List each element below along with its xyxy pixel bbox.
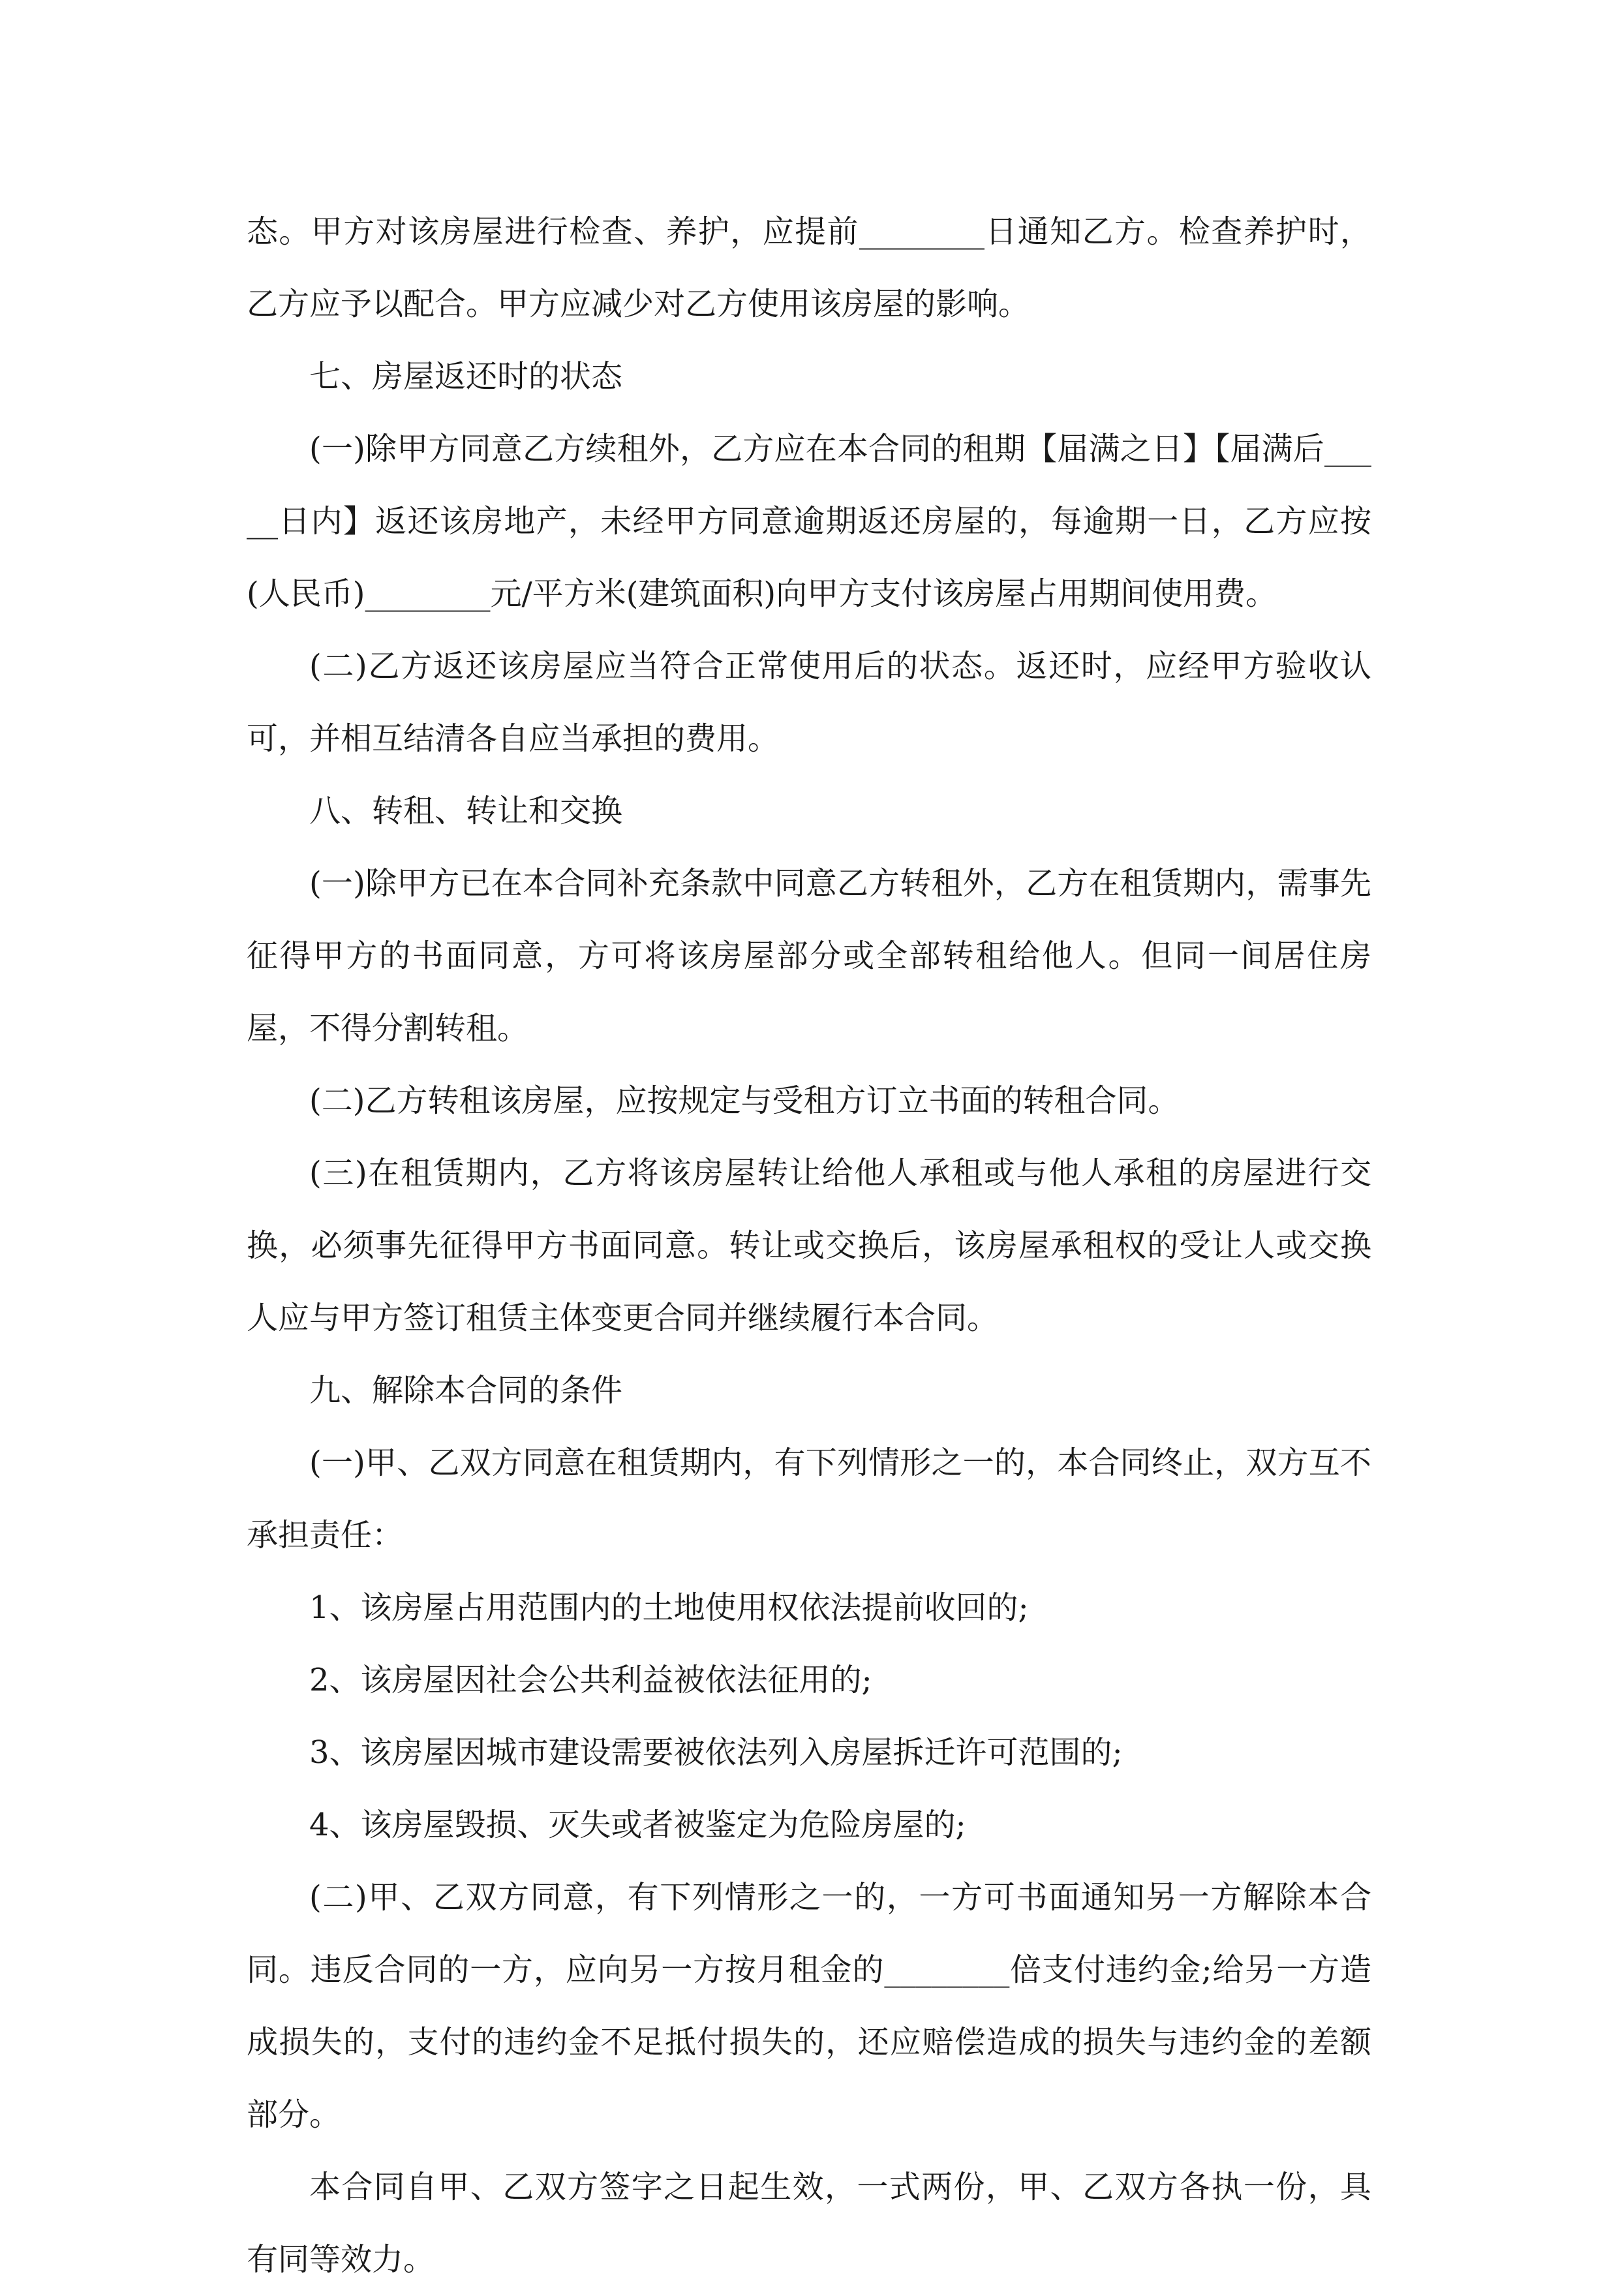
list-item-2: 2、该房屋因社会公共利益被依法征用的;	[309, 1662, 872, 1698]
section-heading-8: 八、转租、转让和交换	[309, 793, 623, 829]
paragraph-7-2: (二)乙方返还该房屋应当符合正常使用后的状态。返还时，应经甲方验收认可，并相互结清各自应当承担的费用。	[247, 648, 1371, 757]
paragraph-9-1: (一)甲、乙双方同意在租赁期内，有下列情形之一的，本合同终止，双方互不承担责任：	[247, 1445, 1371, 1554]
section-heading-7: 七、房屋返还时的状态	[309, 358, 623, 395]
paragraph-8-1: (一)除甲方已在本合同补充条款中同意乙方转租外，乙方在租赁期内，需事先征得甲方的书面同意，方可将该房屋部分或全部转租给他人。但同一间居住房屋，不得分割转租。	[247, 865, 1371, 1047]
closing-paragraph: 本合同自甲、乙双方签字之日起生效，一式两份，甲、乙双方各执一份，具有同等效力。	[247, 2169, 1371, 2278]
paragraph-8-2: (二)乙方转租该房屋，应按规定与受租方订立书面的转租合同。	[309, 1082, 1180, 1119]
list-item-3: 3、该房屋因城市建设需要被依法列入房屋拆迁许可范围的;	[309, 1734, 1123, 1771]
paragraph-7-1: (一)除甲方同意乙方续租外，乙方应在本合同的租期【届满之日】【届满后_____日内】返还该房地产，未经甲方同意逾期返还房屋的，每逾期一日，乙方应按(人民币)________元/平方米(建筑面积)向甲方支付该房屋占用期间使用费。	[247, 431, 1371, 612]
list-item-4: 4、该房屋毁损、灭失或者被鉴定为危险房屋的;	[309, 1807, 966, 1843]
paragraph-9-2: (二)甲、乙双方同意，有下列情形之一的，一方可书面通知另一方解除本合同。违反合同的一方，应向另一方按月租金的________倍支付违约金;给另一方造成损失的，支付的违约金不足抵付损失的，还应赔偿造成的损失与违约金的差额部分。	[247, 1879, 1371, 2133]
paragraph-continuation: 态。甲方对该房屋进行检查、养护，应提前________日通知乙方。检查养护时，乙方应予以配合。甲方应减少对乙方使用该房屋的影响。	[247, 213, 1371, 322]
list-item-1: 1、该房屋占用范围内的土地使用权依法提前收回的;	[309, 1589, 1029, 1626]
paragraph-8-3: (三)在租赁期内，乙方将该房屋转让给他人承租或与他人承租的房屋进行交换，必须事先征得甲方书面同意。转让或交换后，该房屋承租权的受让人或交换人应与甲方签订租赁主体变更合同并继续履行本合同。	[247, 1155, 1371, 1336]
contract-body	[247, 196, 1371, 2296]
section-heading-9: 九、解除本合同的条件	[309, 1372, 623, 1409]
